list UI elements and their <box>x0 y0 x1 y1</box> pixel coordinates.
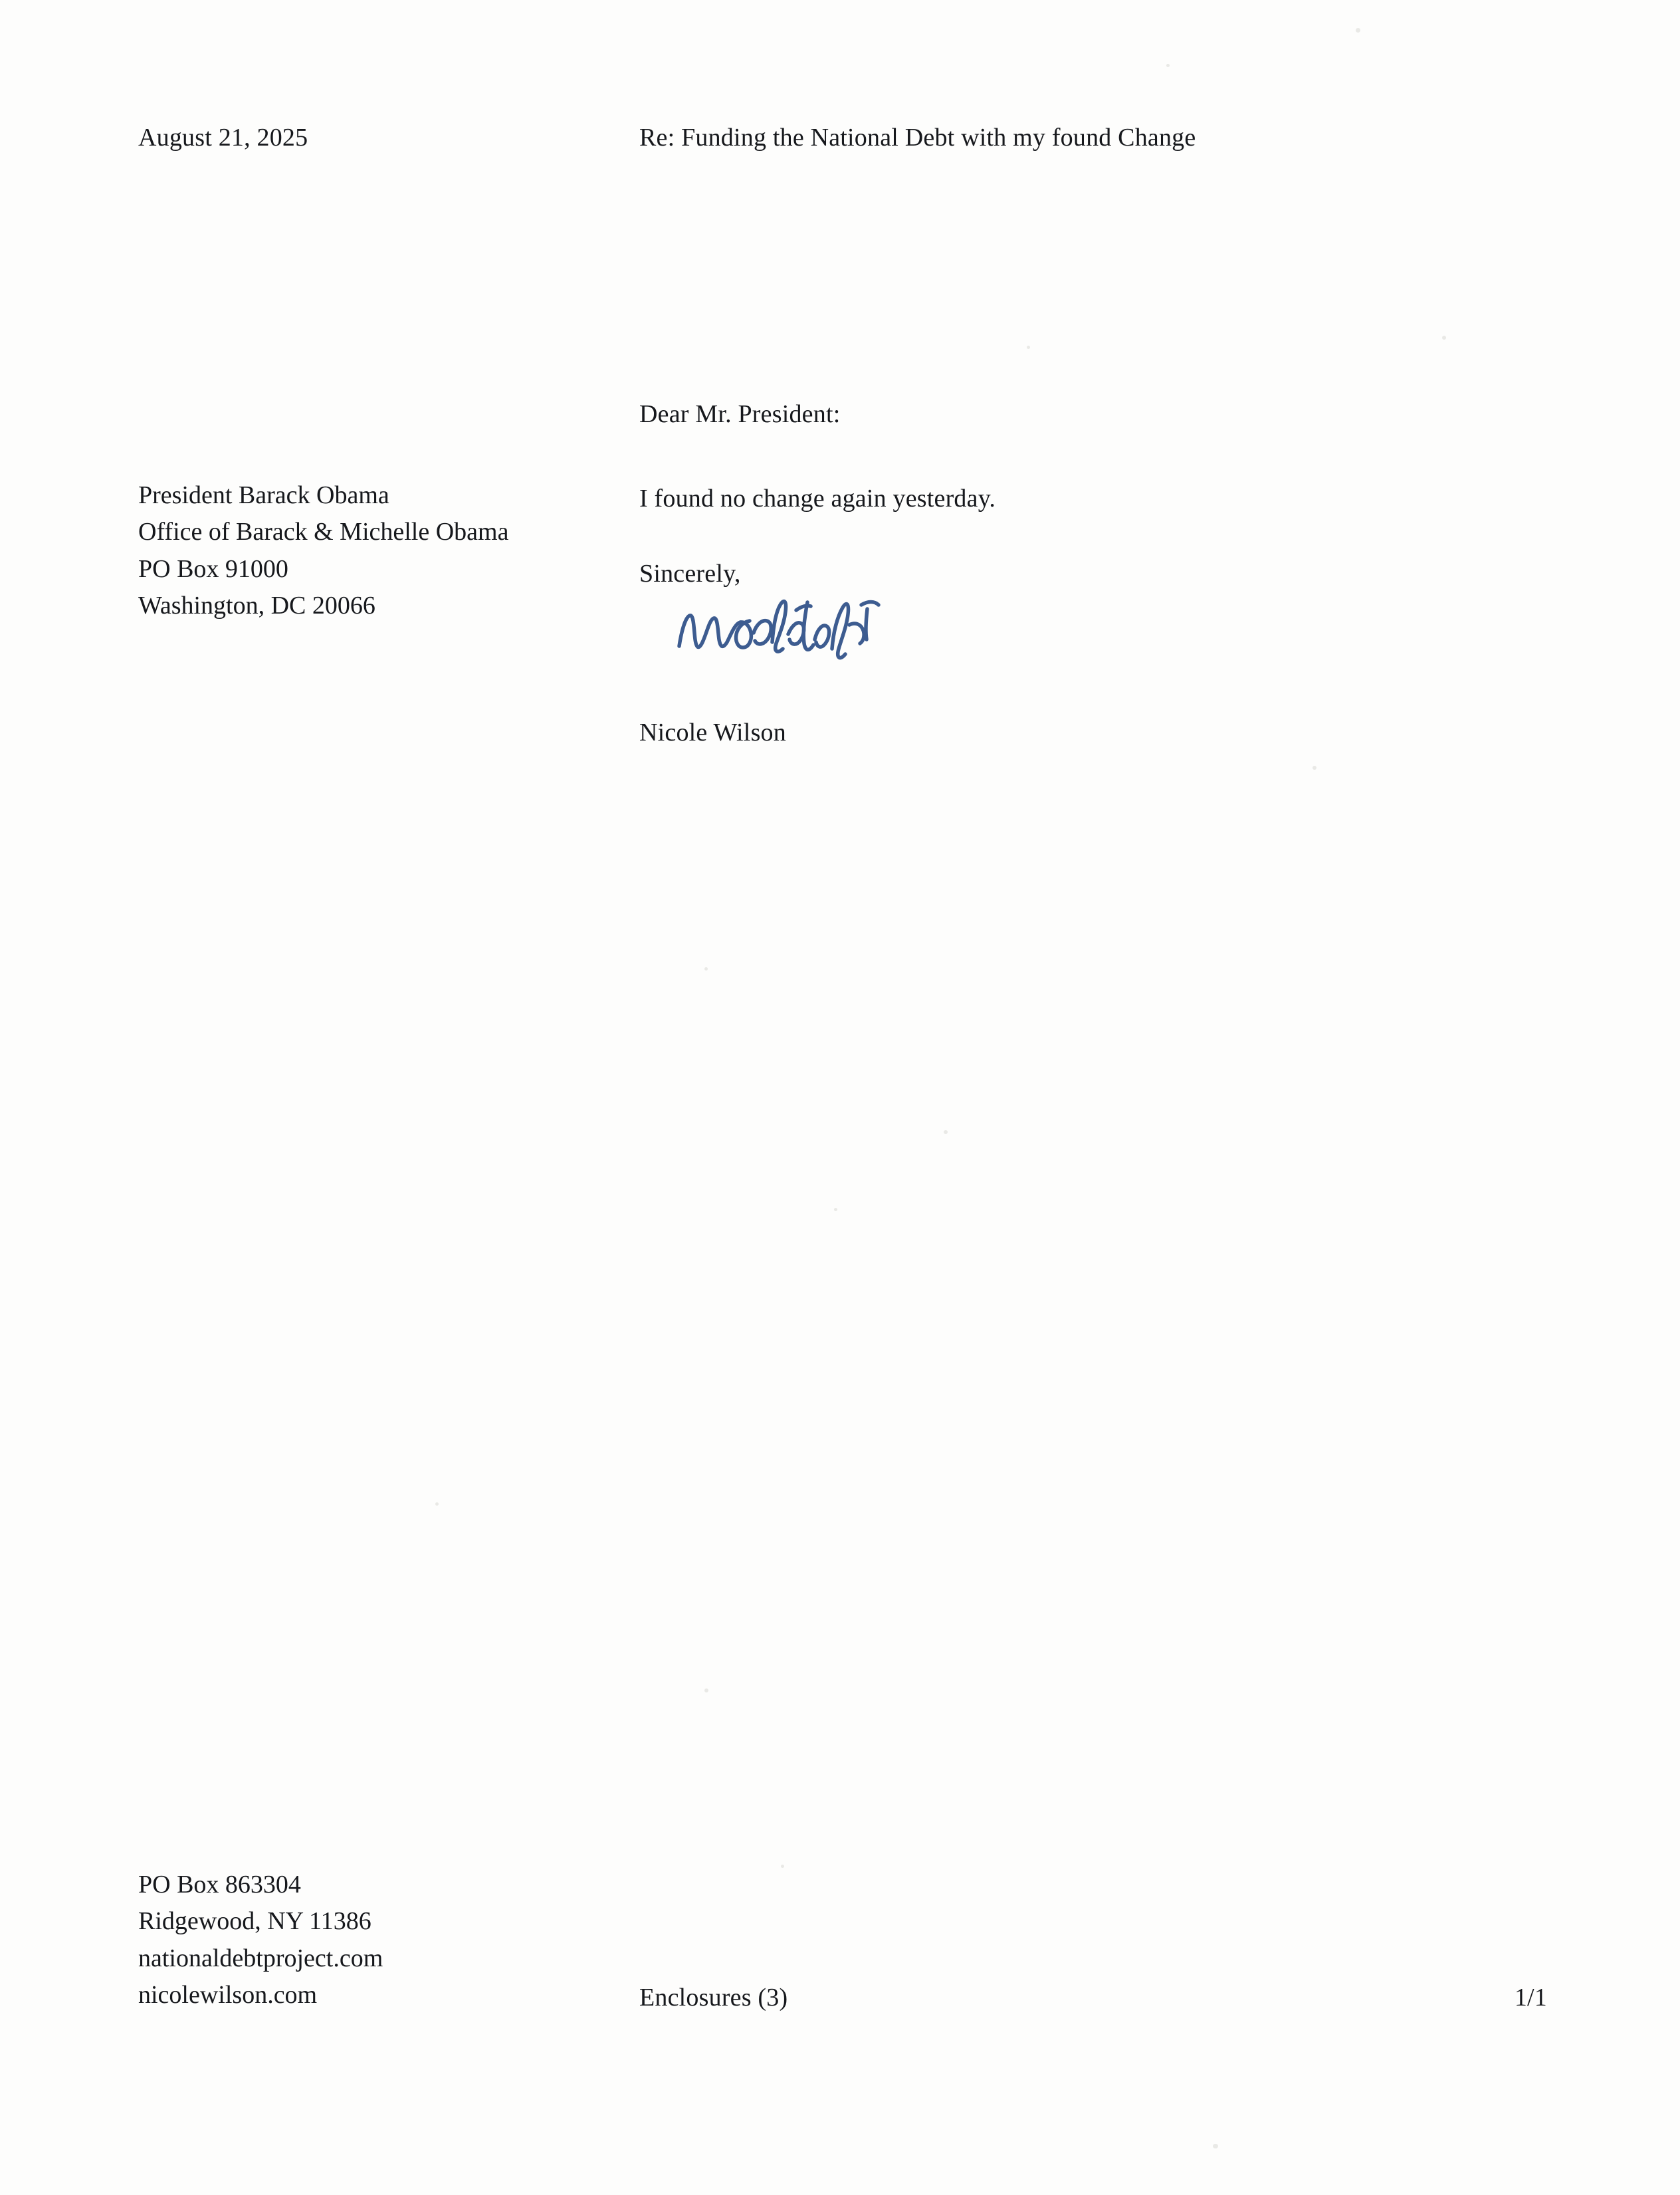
letter-subject: Re: Funding the National Debt with my found Change <box>639 124 1196 152</box>
sender-line-2: Ridgewood, NY 11386 <box>138 1907 371 1936</box>
recipient-address-block <box>138 477 508 625</box>
scan-speck <box>1166 64 1170 67</box>
sender-website-secondary: nicolewilson.com <box>138 1981 318 2010</box>
page-number: 1/1 <box>1514 1984 1547 2012</box>
scan-speck <box>834 1208 837 1211</box>
salutation: Dear Mr. President: <box>639 400 841 428</box>
closing-line: Sincerely, <box>639 560 741 588</box>
scan-speck <box>1312 766 1316 770</box>
signer-name: Nicole Wilson <box>639 719 786 747</box>
scan-speck <box>704 967 708 971</box>
scan-speck <box>944 1130 948 1134</box>
scan-speck <box>781 1865 784 1868</box>
enclosures-note: Enclosures (3) <box>639 1984 788 2012</box>
signature-image <box>671 585 984 691</box>
scan-speck <box>704 1688 708 1692</box>
recipient-line-2: Office of Barack & Michelle Obama <box>138 518 509 546</box>
scan-speck <box>1213 2144 1218 2148</box>
letter-date: August 21, 2025 <box>138 124 308 152</box>
recipient-line-4: Washington, DC 20066 <box>138 592 375 620</box>
sender-website-primary: nationaldebtproject.com <box>138 1944 383 1972</box>
recipient-line-1: President Barack Obama <box>138 481 389 509</box>
sender-address-block <box>138 1867 383 2014</box>
scan-speck <box>435 1502 439 1506</box>
body-paragraph: I found no change again yesterday. <box>639 485 996 513</box>
recipient-line-3: PO Box 91000 <box>138 554 288 583</box>
scan-speck <box>1356 28 1360 33</box>
scan-speck <box>1442 336 1446 340</box>
sender-line-1: PO Box 863304 <box>138 1871 301 1899</box>
scan-speck <box>1027 346 1030 349</box>
